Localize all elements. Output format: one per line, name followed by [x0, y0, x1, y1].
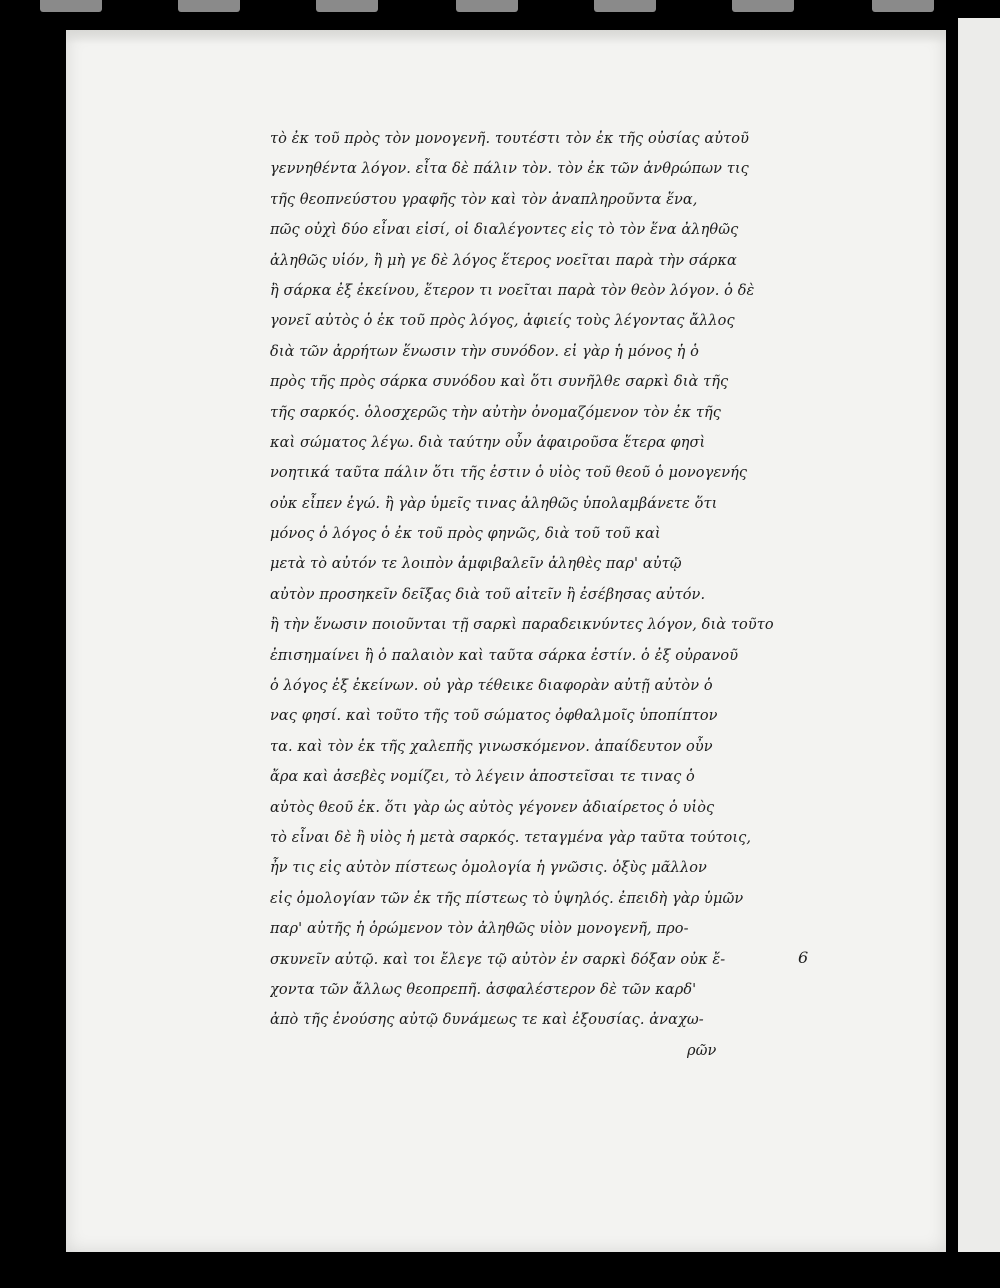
manuscript-line: τα. καὶ τὸν ἐκ τῆς χαλεπῆς γινωσκόμενον. ἀπαίδευτον οὖν: [270, 738, 713, 755]
manuscript-line: ρῶν: [687, 1042, 717, 1059]
manuscript-line: γεννηθέντα λόγον. εἶτα δὲ πάλιν τὸν. τὸν ἐκ τῶν ἀνθρώπων τις: [270, 161, 749, 178]
sprocket-hole: [178, 0, 240, 12]
manuscript-line: νοητικά ταῦτα πάλιν ὅτι τῆς ἐστιν ὁ υἱὸς τοῦ θεοῦ ὁ μονογενής: [270, 465, 748, 482]
manuscript-line: πρὸς τῆς πρὸς σάρκα συνόδου καὶ ὅτι συνῆλθε σαρκὶ διὰ τῆς: [270, 374, 729, 391]
manuscript-line: παρ' αὐτῆς ἡ ὁρώμενον τὸν ἀληθῶς υἱὸν μονογενῆ, προ-: [270, 921, 689, 938]
manuscript-line: νας φησί. καὶ τοῦτο τῆς τοῦ σώματος ὀφθαλμοῖς ὑποπίπτον: [270, 708, 718, 725]
manuscript-line: σκυνεῖν αὐτῷ. καὶ τοι ἔλεγε τῷ αὐτὸν ἐν σαρκὶ δόξαν οὐκ ἔ-: [270, 951, 726, 968]
sprocket-hole: [732, 0, 794, 12]
bottom-film-border: [66, 1252, 1000, 1288]
manuscript-line: πῶς οὐχὶ δύο εἶναι εἰσί, οἱ διαλέγοντες εἰς τὸ τὸν ἕνα ἀληθῶς: [270, 222, 739, 239]
manuscript-line: ἀληθῶς υἱόν, ἢ μὴ γε δὲ λόγος ἕτερος νοεῖται παρὰ τὴν σάρκα: [270, 252, 737, 269]
sprocket-hole: [456, 0, 518, 12]
sprocket-hole: [316, 0, 378, 12]
manuscript-line: μόνος ὁ λόγος ὁ ἐκ τοῦ πρὸς φηνῶς, διὰ τοῦ τοῦ καὶ: [270, 526, 661, 543]
folio-mark: 6: [798, 948, 809, 967]
manuscript-line: καὶ σώματος λέγω. διὰ ταύτην οὖν ἀφαιροῦσα ἕτερα φησὶ: [270, 434, 706, 451]
manuscript-line: αὐτὸν προσηκεῖν δεῖξας διὰ τοῦ αἰτεῖν ἢ ἐσέβησας αὐτόν.: [270, 586, 706, 603]
page-gutter: [946, 30, 958, 1252]
manuscript-line: τῆς σαρκός. ὁλοσχερῶς τὴν αὐτὴν ὀνομαζόμενον τὸν ἐκ τῆς: [270, 404, 721, 421]
manuscript-line: τῆς θεοπνεύστου γραφῆς τὸν καὶ τὸν ἀναπληροῦντα ἕνα,: [270, 191, 698, 208]
manuscript-line: ἀπὸ τῆς ἐνούσης αὐτῷ δυνάμεως τε καὶ ἐξουσίας. ἀναχω-: [270, 1012, 704, 1029]
manuscript-line: τὸ ἐκ τοῦ πρὸς τὸν μονογενῆ. τουτέστι τὸν ἐκ τῆς οὐσίας αὐτοῦ: [270, 131, 750, 147]
manuscript-line: ὁ λόγος ἐξ ἐκείνων. οὐ γὰρ τέθεικε διαφορὰν αὐτῇ αὐτὸν ὁ: [270, 678, 713, 695]
manuscript-line: ἦν τις εἰς αὐτὸν πίστεως ὁμολογία ἡ γνῶσις. ὀξὺς μᾶλλον: [270, 860, 707, 877]
sprocket-hole: [594, 0, 656, 12]
manuscript-line: αὐτὸς θεοῦ ἐκ. ὅτι γὰρ ὡς αὐτὸς γέγονεν ἀδιαίρετος ὁ υἱὸς: [270, 799, 715, 816]
manuscript-line: τὸ εἶναι δὲ ἢ υἱὸς ἡ μετὰ σαρκός. τεταγμένα γὰρ ταῦτα τούτοις,: [270, 829, 752, 846]
sprocket-hole: [872, 0, 934, 12]
manuscript-line: ἐπισημαίνει ἢ ὁ παλαιὸν καὶ ταῦτα σάρκα ἐστίν. ὁ ἐξ οὐρανοῦ: [270, 647, 739, 664]
facing-page-edge: [958, 18, 1000, 1252]
sprocket-hole: [40, 0, 102, 12]
manuscript-line: ἄρα καὶ ἀσεβὲς νομίζει, τὸ λέγειν ἀποστεῖσαι τε τινας ὁ: [270, 769, 695, 786]
manuscript-line: ἢ σάρκα ἐξ ἐκείνου, ἕτερον τι νοεῖται παρὰ τὸν θεὸν λόγον. ὁ δὲ: [270, 282, 755, 299]
manuscript-line: ἢ τὴν ἕνωσιν ποιοῦνται τῇ σαρκὶ παραδεικνύντες λόγον, διὰ τοῦτο: [270, 617, 774, 634]
manuscript-line: μετὰ τὸ αὐτόν τε λοιπὸν ἀμφιβαλεῖν ἀληθὲς παρ' αὐτῷ: [270, 556, 682, 573]
manuscript-line: χοντα τῶν ἄλλως θεοπρεπῆ. ἀσφαλέστερον δὲ τῶν καρδ': [270, 981, 697, 998]
manuscript-line: διὰ τῶν ἀρρήτων ἕνωσιν τὴν συνόδον. εἰ γὰρ ἡ μόνος ἡ ὁ: [270, 343, 700, 360]
manuscript-line: γονεῖ αὐτὸς ὁ ἐκ τοῦ πρὸς λόγος, ἀφιείς τοὺς λέγοντας ἄλλος: [270, 313, 735, 330]
manuscript-text: [270, 124, 830, 1066]
manuscript-line: εἰς ὁμολογίαν τῶν ἐκ τῆς πίστεως τὸ ὑψηλός. ἐπειδὴ γὰρ ὑμῶν: [270, 890, 744, 907]
manuscript-line: οὐκ εἶπεν ἐγώ. ἢ γὰρ ὑμεῖς τινας ἀληθῶς ὑπολαμβάνετε ὅτι: [270, 495, 718, 512]
